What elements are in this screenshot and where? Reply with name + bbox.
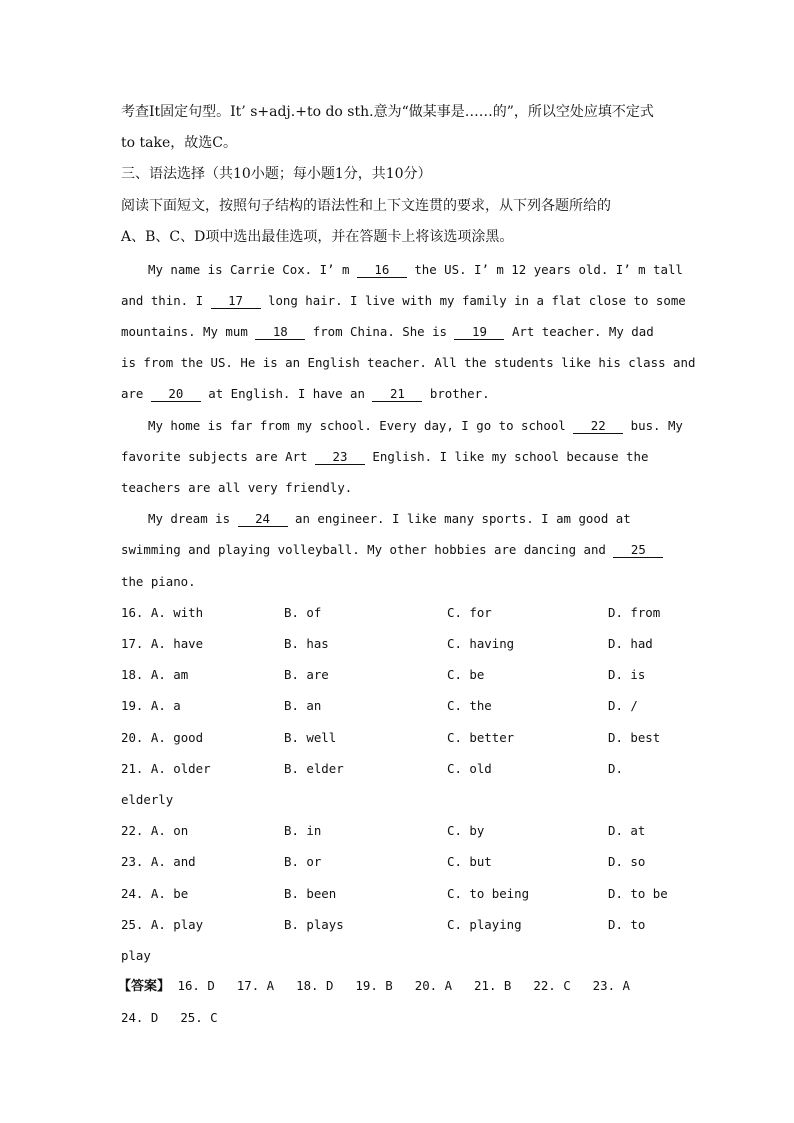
question-row (121, 757, 681, 781)
option-b: B. plays (284, 917, 344, 932)
option-a: 22. A. on (121, 823, 189, 838)
passage-text: long hair. I live with my family in a flat close to some (260, 293, 686, 308)
passage-text: My dream is (148, 511, 238, 526)
blank-22: 22 (573, 418, 623, 434)
question-row (121, 882, 681, 906)
option-b: B. well (284, 730, 337, 745)
passage-text: favorite subjects are Art (121, 449, 315, 464)
question-row (121, 913, 681, 937)
question-row (121, 663, 681, 687)
blank-18: 18 (255, 324, 305, 340)
option-b: B. elder (284, 761, 344, 776)
option-c: C. having (447, 636, 515, 651)
option-d-wrap: play (121, 948, 151, 963)
passage-text: brother. (422, 386, 490, 401)
passage-text: the US. I’ m 12 years old. I’ m tall (406, 262, 683, 277)
blank-19: 19 (454, 324, 504, 340)
option-d: D. had (608, 636, 653, 651)
option-d: D. is (608, 667, 646, 682)
option-a: 20. A. good (121, 730, 204, 745)
option-c: C. but (447, 854, 492, 869)
answer: 16. D (177, 978, 215, 993)
passage-text: swimming and playing volleyball. My other hobbies are dancing and (121, 542, 614, 557)
option-d: D. / (608, 698, 638, 713)
passage-line (121, 320, 681, 344)
option-a: 17. A. have (121, 636, 204, 651)
passage-text: from China. She is (305, 324, 455, 339)
option-d: D. from (608, 605, 661, 620)
option-b: B. in (284, 823, 322, 838)
option-a: 16. A. with (121, 605, 204, 620)
question-row (121, 601, 681, 625)
answer: 21. B (474, 978, 512, 993)
answer-label: 【答案】 (118, 979, 171, 994)
section-instruction-2: A、B、C、D项中选出最佳选项，并在答题卡上将该选项涂黑。 (121, 229, 514, 245)
option-b: B. an (284, 698, 322, 713)
option-b: B. been (284, 886, 337, 901)
answer: 24. D (121, 1010, 159, 1025)
option-b: B. or (284, 854, 322, 869)
question-row (121, 632, 681, 656)
explanation-line-2: to take，故选C。 (121, 135, 237, 151)
passage-line: teachers are all very friendly. (121, 480, 353, 495)
option-b: B. are (284, 667, 329, 682)
answer: 20. A (414, 978, 453, 993)
option-c: C. be (447, 667, 485, 682)
option-a: 18. A. am (121, 667, 189, 682)
passage-text: bus. My (623, 418, 683, 433)
section-instruction-1: 阅读下面短文，按照句子结构的语法性和上下文连贯的要求，从下列各题所给的 (121, 198, 611, 214)
answer-line-1 (118, 974, 678, 998)
option-c: C. better (447, 730, 515, 745)
option-a: 24. A. be (121, 886, 189, 901)
blank-23: 23 (315, 449, 365, 465)
question-row (121, 726, 681, 750)
passage-line (148, 414, 708, 438)
passage-line: the piano. (121, 574, 196, 589)
passage-line (121, 289, 686, 313)
answer: 23. A (592, 978, 630, 993)
passage-line (148, 507, 708, 531)
blank-20: 20 (151, 386, 201, 402)
question-row (121, 819, 681, 843)
answer: 18. D (296, 978, 334, 993)
option-a: 19. A. a (121, 698, 181, 713)
passage-text: mountains. My mum (121, 324, 256, 339)
option-d-wrap: elderly (121, 792, 174, 807)
section-title: 三、语法选择（共10小题；每小题1分，共10分） (121, 166, 432, 182)
option-d: D. at (608, 823, 646, 838)
option-c: C. the (447, 698, 492, 713)
option-a: 25. A. play (121, 917, 204, 932)
option-c: C. by (447, 823, 485, 838)
passage-text: My home is far from my school. Every day, I go to school (148, 418, 574, 433)
passage-text: are (121, 386, 151, 401)
option-c: C. playing (447, 917, 522, 932)
option-b: B. of (284, 605, 322, 620)
answer: 19. B (355, 978, 393, 993)
passage-line (121, 445, 681, 469)
answer: 22. C (533, 978, 571, 993)
option-a: 21. A. older (121, 761, 211, 776)
passage-line (121, 538, 681, 562)
option-b: B. has (284, 636, 329, 651)
passage-text: an engineer. I like many sports. I am good at (287, 511, 631, 526)
option-d: D. to (608, 917, 646, 932)
option-d: D. (608, 761, 623, 776)
explanation-line-1: 考查It固定句型。It’ s+adj.+to do sth.意为“做某事是……的”，所以空处应填不定式 (121, 104, 654, 120)
answer-line-2 (121, 1006, 681, 1030)
passage-text: and thin. I (121, 293, 211, 308)
passage-line: is from the US. He is an English teacher. All the students like his class and (121, 355, 696, 370)
blank-21: 21 (372, 386, 422, 402)
option-d: D. to be (608, 886, 668, 901)
question-row (121, 850, 681, 874)
option-c: C. for (447, 605, 492, 620)
passage-text: Art teacher. My dad (504, 324, 654, 339)
passage-text: English. I like my school because the (364, 449, 649, 464)
answer: 17. A (236, 978, 275, 993)
blank-25: 25 (613, 542, 663, 558)
blank-17: 17 (211, 293, 261, 309)
question-row (121, 694, 681, 718)
passage-text: at English. I have an (200, 386, 373, 401)
option-a: 23. A. and (121, 854, 196, 869)
passage-line (121, 382, 681, 406)
option-c: C. to being (447, 886, 530, 901)
answer: 25. C (180, 1010, 218, 1025)
option-c: C. old (447, 761, 492, 776)
option-d: D. best (608, 730, 661, 745)
option-d: D. so (608, 854, 646, 869)
passage-text: My name is Carrie Cox. I’ m (148, 262, 357, 277)
passage-line (148, 258, 708, 282)
blank-24: 24 (238, 511, 288, 527)
blank-16: 16 (357, 262, 407, 278)
